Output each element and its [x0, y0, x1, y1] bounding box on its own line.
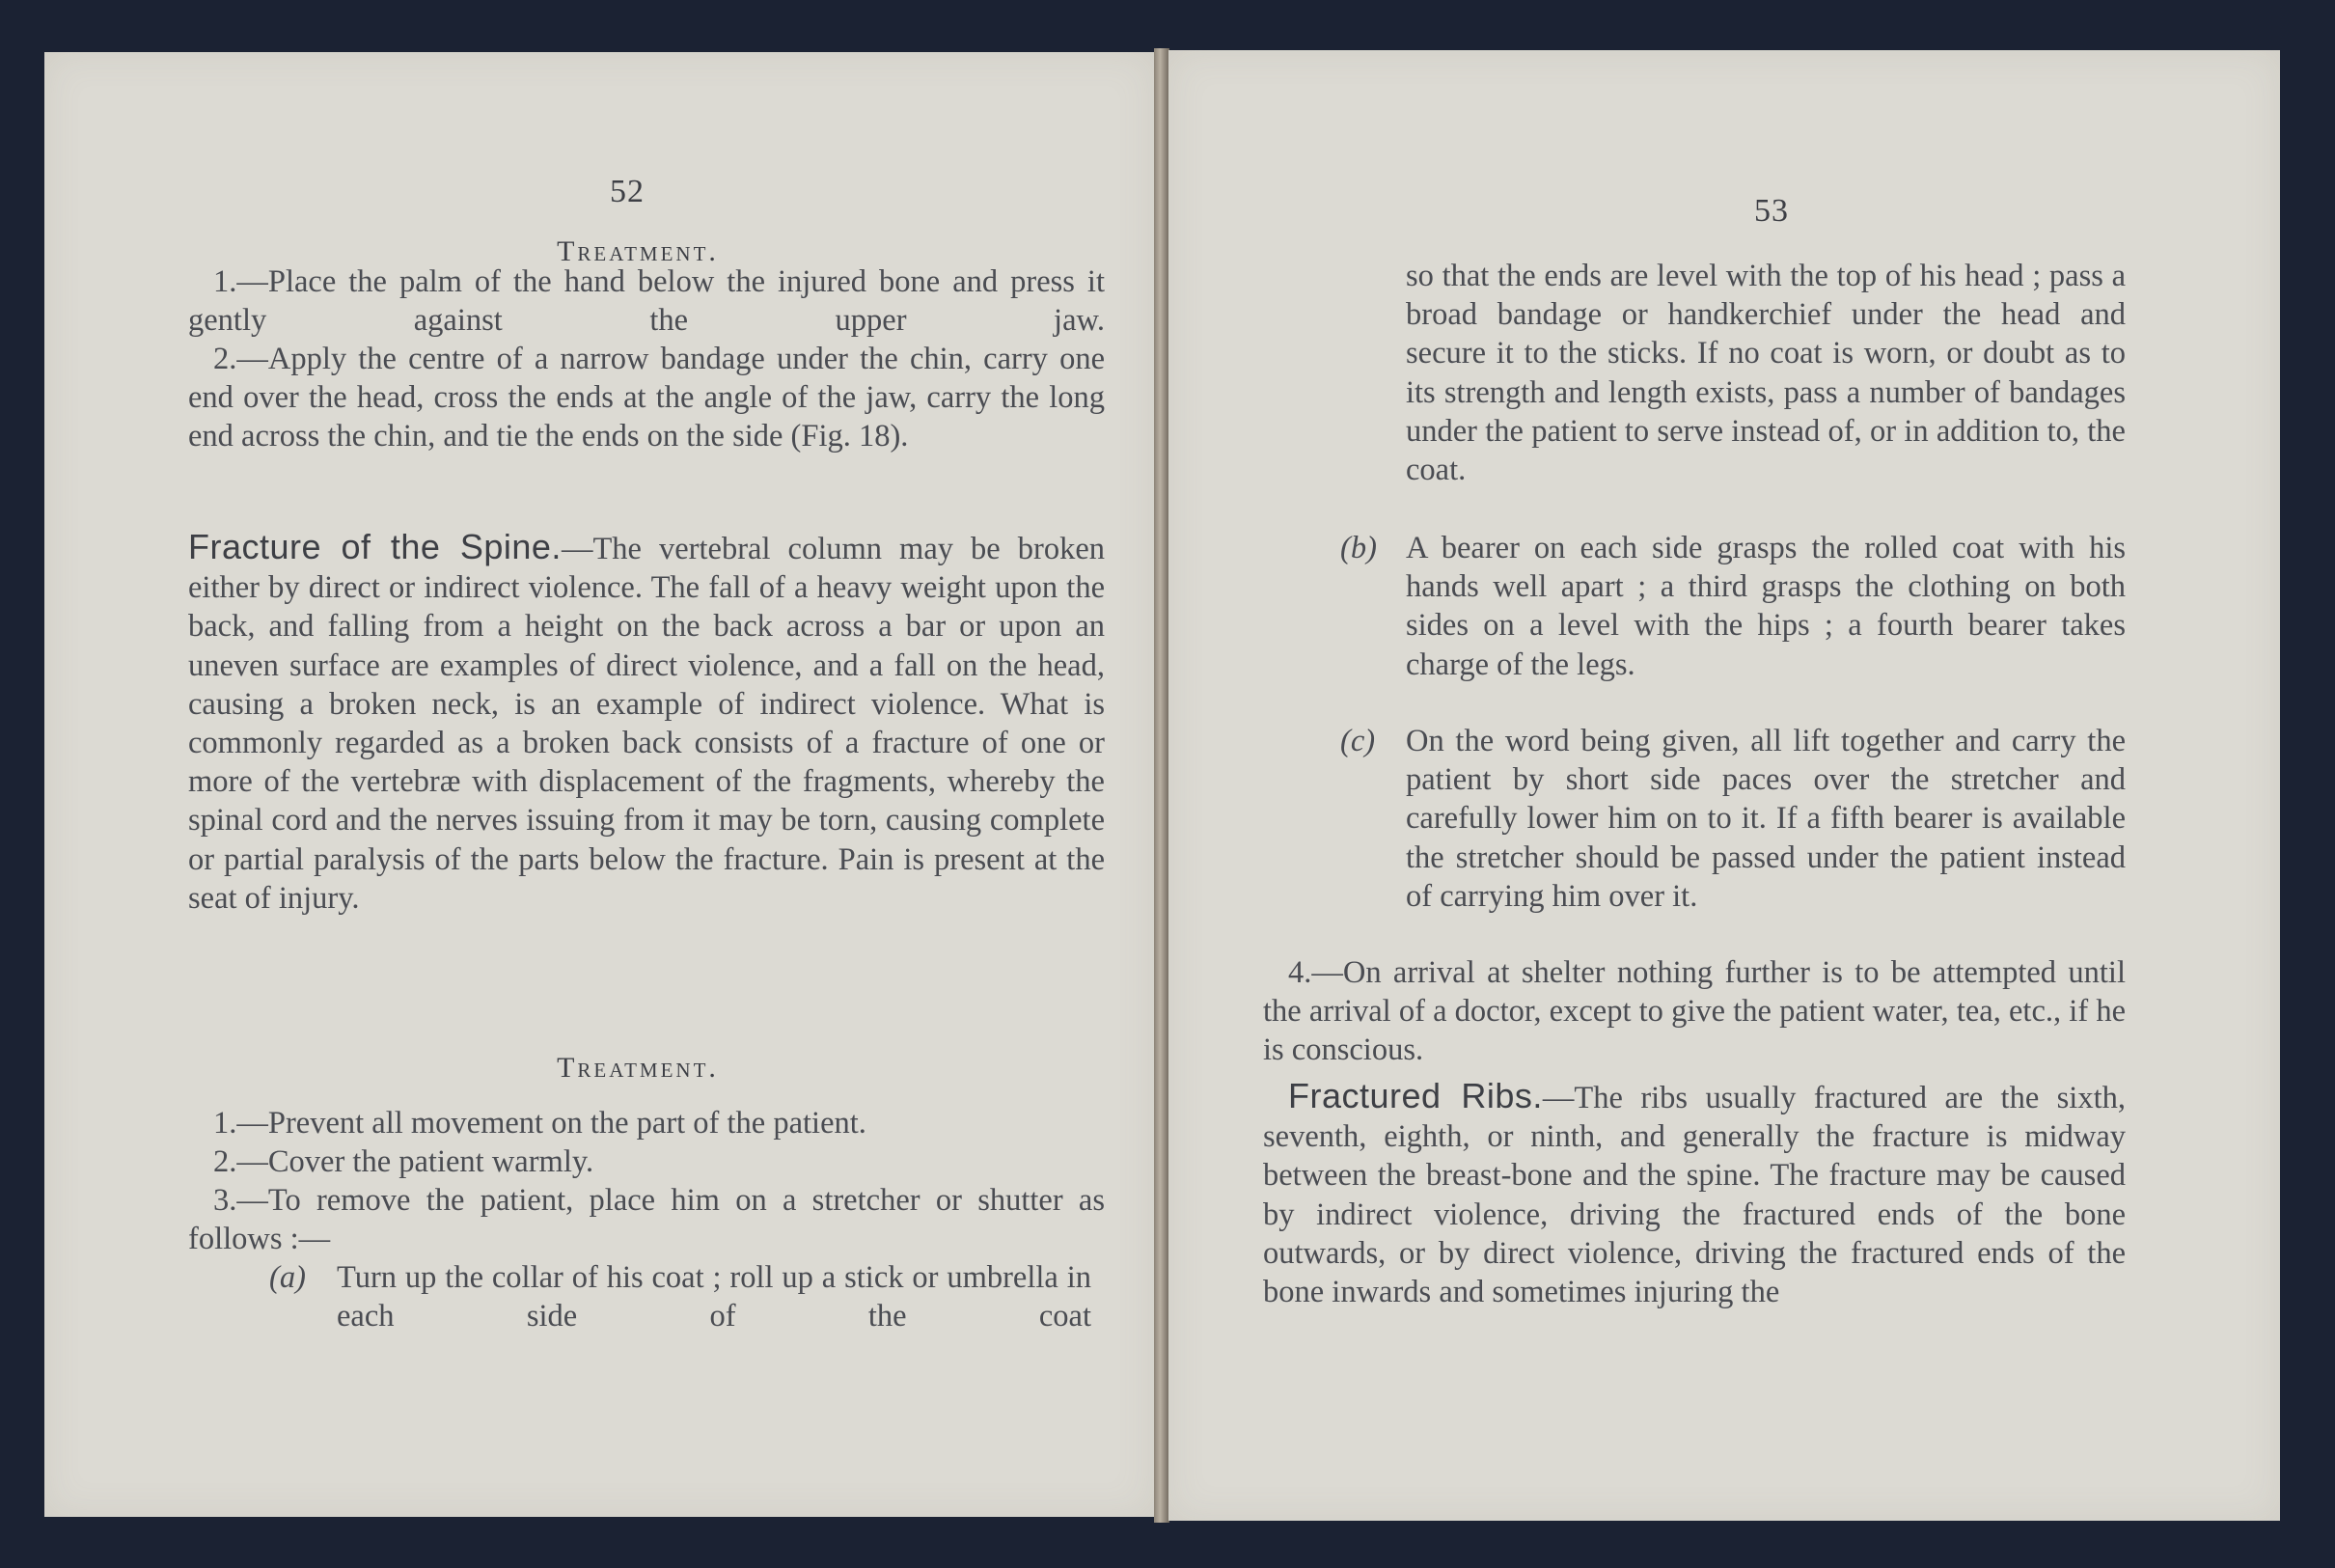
ribs-heading: Fractured Ribs.: [1288, 1076, 1543, 1115]
page-number-right: 53: [1754, 193, 1789, 229]
page-number-left: 52: [610, 174, 645, 209]
step-a-text: Turn up the collar of his coat ; roll up a stick or umbrella in each side of the coat: [337, 1260, 1091, 1334]
continued-text: so that the ends are level with the top of his head ; pass a broad bandage or handkerchief under the head and secure it to the sticks. If no coat is worn, or doubt as to its strength and length exists, pass a number of bandages under the patient to serve instead of, or in addition to, the coat.: [1406, 259, 2126, 488]
paragraph-1: 1.—Place the palm of the hand below the injured bone and press it gently against the upper jaw.: [188, 264, 1105, 339]
paragraph-4: 4.—On arrival at shelter nothing further is to be attempted until the arrival of a doctor, except to give the patient water, tea, etc., if he is conscious.: [1263, 955, 2126, 1068]
step-b-text: A bearer on each side grasps the rolled coat with his hands well apart ; a third grasps the clothing on both sides on a level with the hips ; a fourth bearer takes charge of the legs.: [1406, 531, 2126, 682]
treatment-heading-2: Treatment.: [557, 1052, 719, 1084]
ribs-section: [1263, 1077, 2126, 1311]
step-b-letter: (b): [1340, 531, 1377, 565]
step-c-text: On the word being given, all lift together and carry the patient by short side paces over the stretcher and carefully lower him on to it. If a fifth bearer is available the stretcher should be passed under the patient instead of carrying him over it.: [1406, 724, 2126, 914]
step-a: [269, 1258, 1091, 1335]
right-page: [1168, 50, 2280, 1521]
paragraph-2: 2.—Apply the centre of a narrow bandage under the chin, carry one end over the head, cross the ends at the angle of the jaw, carry the long end across the chin, and tie the ends on the side (Fig. 18).: [188, 342, 1105, 454]
spine-section: [188, 528, 1105, 918]
step-c: [1340, 722, 2126, 916]
treatment-step-3: 3.—To remove the patient, place him on a stretcher or shutter as follows :—: [188, 1183, 1105, 1257]
step-c-letter: (c): [1340, 724, 1376, 758]
book-gutter: [1154, 48, 1169, 1523]
spine-heading: Fracture of the Spine.: [188, 527, 562, 566]
treatment-step-1: 1.—Prevent all movement on the part of the patient.: [213, 1106, 866, 1141]
step-a-letter: (a): [269, 1260, 306, 1295]
ribs-text: —The ribs usually fractured are the sixth, seventh, eighth, or ninth, and generally the fracture is midway between the breast-bone and the spine. The fracture may be caused by indirect violence, driving the fractured ends of the bone outwards, or by direct violence, driving the fractured ends of the bone inwards and sometimes injuring the: [1263, 1081, 2126, 1310]
step-b: [1340, 529, 2126, 684]
treatment-heading-1: Treatment.: [557, 235, 719, 267]
left-page: [44, 52, 1154, 1517]
step-a-continued: [1406, 257, 2126, 489]
spine-text: —The vertebral column may be broken either by direct or indirect violence. The fall of a heavy weight upon the back, and falling from a height on the back across a bar or upon an uneven surface are examples of direct violence, and a fall on the head, causing a broken neck, is an example of indirect violence. What is commonly regarded as a broken back consists of a fracture of one or more of the vertebræ with displacement of the fragments, whereby the spinal cord and the nerves issuing from it may be torn, causing complete or partial paralysis of the parts below the fracture. Pain is present at the seat of injury.: [188, 532, 1106, 916]
treatment-step-2: 2.—Cover the patient warmly.: [213, 1144, 594, 1179]
